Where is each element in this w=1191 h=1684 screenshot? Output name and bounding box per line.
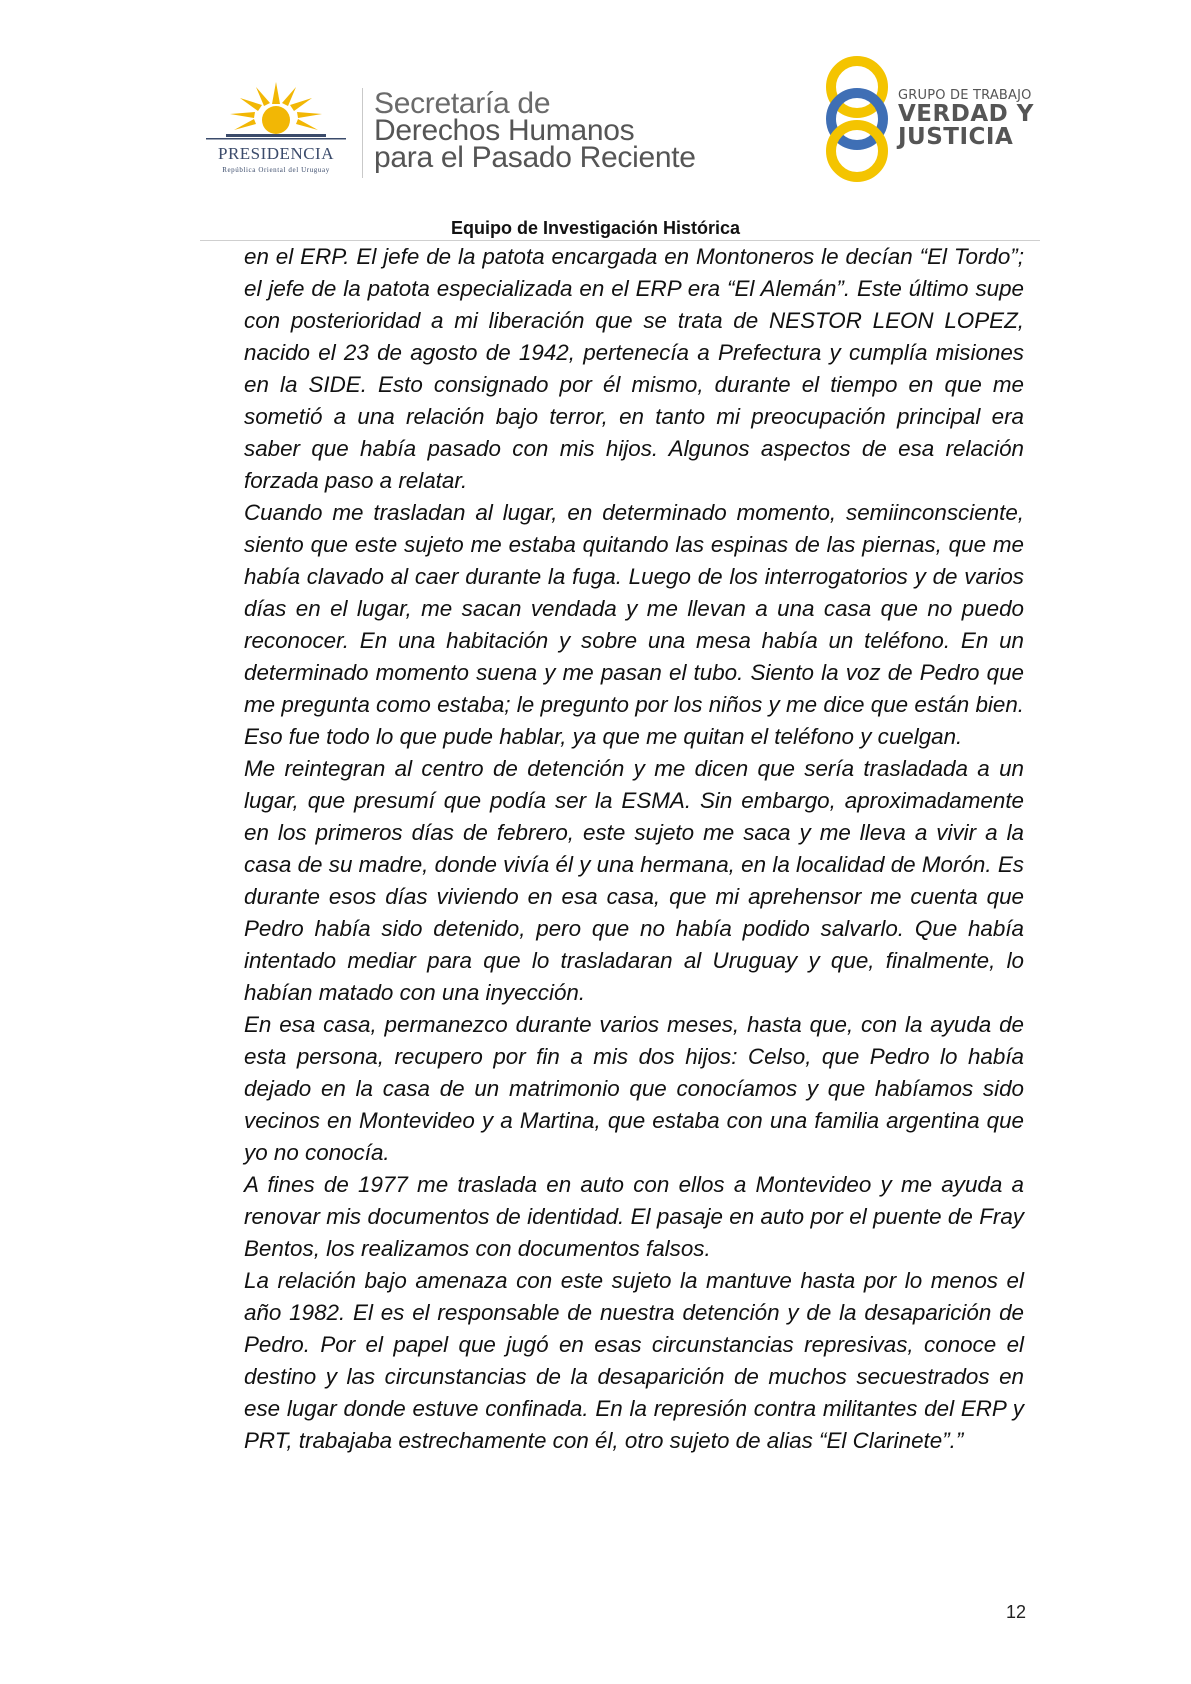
presidencia-subtitle: República Oriental del Uruguay bbox=[222, 166, 330, 174]
page-header bbox=[0, 0, 1191, 240]
page-number: 12 bbox=[1006, 1602, 1027, 1622]
presidencia-logo bbox=[196, 78, 356, 178]
paragraph: en el ERP. El jefe de la patota encargada en Montoneros le decían “El Tordo”; el jefe de la patota especializada en el ERP era “El Alemán”. Este último supe con posterioridad a mi liberación que se trata de NESTOR LEON LOPEZ, nacido el 23 de agosto de 1942, pertenecía a Prefectura y cumplía misiones en la SIDE. Esto consignado por él mismo, durante el tiempo en que me sometió a una relación bajo terror, en tanto mi preocupación principal era saber que había pasado con mis hijos. Algunos aspectos de esa relación forzada paso a relatar. bbox=[244, 244, 1024, 493]
sun-icon bbox=[196, 78, 356, 148]
paragraph: A fines de 1977 me traslada en auto con ellos a Montevideo y me ayuda a renovar mis documentos de identidad. El pasaje en auto por el puente de Fray Bentos, los realizamos con documentos falsos. bbox=[244, 1172, 1024, 1261]
secretaria-logo-text bbox=[374, 87, 696, 174]
paragraph: La relación bajo amenaza con este sujeto la mantuve hasta por lo menos el año 1982. El es el responsable de nuestra detención y de la desaparición de Pedro. Por el papel que jugó en esas circunstancias represivas, conoce el destino y las circunstancias de la desaparición de muchos secuestrados en ese lugar donde estuve confinada. En la represión contra militantes del ERP y PRT, trabajaba estrechamente con él, otro sujeto de alias “El Clarinete”.” bbox=[244, 1268, 1024, 1453]
paragraph: Cuando me trasladan al lugar, en determinado momento, semiinconsciente, siento que este sujeto me estaba quitando las espinas de las piernas, que me había clavado al caer durante la fuga. Luego de los interrogatorios y de varios días en el lugar, me sacan vendada y me llevan a una casa que no puedo reconocer. En una habitación y sobre una mesa había un teléfono. En un determinado momento suena y me pasan el tubo. Siento la voz de Pedro que me pregunta como estaba; le pregunto por los niños y me dice que están bien. Eso fue todo lo que pude hablar, ya que me quitan el teléfono y cuelgan. bbox=[244, 500, 1024, 749]
verdad-justicia-text bbox=[898, 88, 1034, 149]
body-text bbox=[244, 241, 1024, 1457]
team-heading: Equipo de Investigación Histórica bbox=[450, 218, 741, 238]
secretaria-line-2: Derechos Humanos bbox=[374, 114, 635, 147]
paragraph: Me reintegran al centro de detención y me dicen que sería trasladada a un lugar, que presumí que podía ser la ESMA. Sin embargo, aproximadamente en los primeros días de febrero, este sujeto me saca y me lleva a vivir a la casa de su madre, donde vivía él y una hermana, en la localidad de Morón. Es durante esos días viviendo en esa casa, que mi aprehensor me cuenta que Pedro había sido detenido, pero que no había podido salvarlo. Que había intentado mediar para que lo trasladaran al Uruguay y que, finalmente, lo habían matado con una inyección. bbox=[244, 756, 1024, 1005]
grupo-line-2: VERDAD Y bbox=[898, 101, 1034, 127]
logo-divider bbox=[362, 88, 363, 178]
grupo-line-3: JUSTICIA bbox=[898, 124, 1014, 150]
grupo-line-1: GRUPO DE TRABAJO bbox=[898, 88, 1032, 103]
secretaria-line-1: Secretaría de bbox=[374, 87, 551, 120]
interlocking-rings-icon bbox=[818, 56, 896, 182]
paragraph: En esa casa, permanezco durante varios meses, hasta que, con la ayuda de esta persona, recupero por fin a mis dos hijos: Celso, que Pedro lo había dejado en la casa de un matrimonio que conocíamos y que habíamos sido vecinos en Montevideo y a Martina, que estaba con una familia argentina que yo no conocía. bbox=[244, 1012, 1024, 1165]
presidencia-name: PRESIDENCIA bbox=[217, 144, 334, 163]
verdad-justicia-logo bbox=[818, 56, 896, 182]
secretaria-line-3: para el Pasado Reciente bbox=[374, 141, 696, 174]
